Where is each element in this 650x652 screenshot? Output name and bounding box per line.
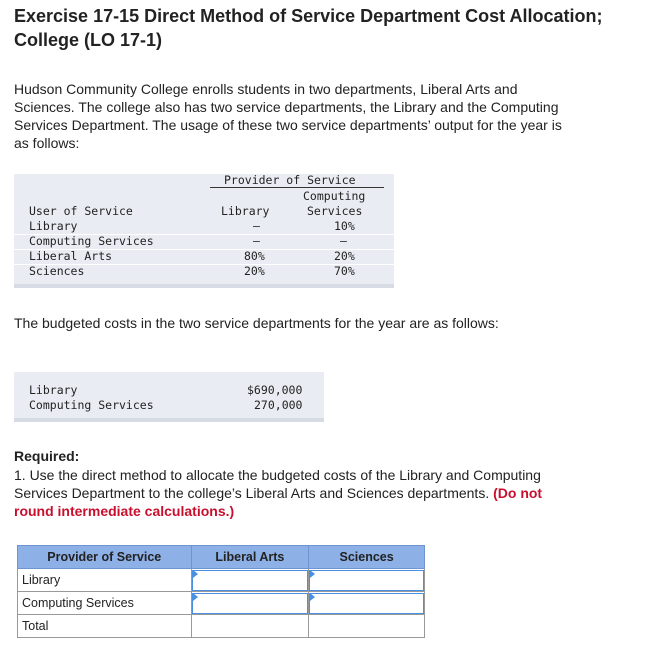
computing-liberal-arts-input[interactable] (192, 593, 309, 614)
column-header-library: Library (221, 204, 270, 218)
user-liberal-arts: Liberal Arts (29, 249, 113, 263)
budget-label-library: Library (29, 383, 78, 397)
input-flag-icon (310, 570, 315, 578)
computing-liberal-arts-cell (191, 592, 309, 615)
answer-row-total (18, 615, 425, 638)
value-liberal-arts-library: 80% (244, 249, 265, 263)
user-library: Library (29, 219, 78, 233)
user-sciences: Sciences (29, 264, 85, 278)
budget-intro: The budgeted costs in the two service departments for the year are as follows: (14, 315, 499, 331)
answer-header-row (18, 546, 425, 569)
computing-sciences-input[interactable] (309, 593, 424, 614)
title-line-1: Exercise 17-15 Direct Method of Service Department Cost Allocation; (14, 6, 603, 26)
exercise-title (14, 4, 644, 52)
required-line-1: 1. Use the direct method to allocate the budgeted costs of the Library and Computing (14, 467, 541, 483)
required-line-2 (14, 484, 639, 502)
value-sciences-library: 20% (244, 264, 265, 278)
required-instructions (14, 466, 639, 520)
library-sciences-cell (309, 569, 425, 592)
user-computing-services: Computing Services (29, 234, 154, 248)
budget-label-computing: Computing Services (29, 398, 154, 412)
intro-line-4: as follows: (14, 135, 80, 151)
required-line-2-text: Services Department to the college’s Liberal Arts and Sciences departments. (14, 485, 490, 501)
value-library-library: – (253, 219, 260, 233)
library-sciences-input[interactable] (309, 570, 424, 591)
row-label-total: Total (18, 615, 192, 638)
row-label-computing-services: Computing Services (18, 592, 192, 615)
header-liberal-arts: Liberal Arts (191, 546, 309, 569)
intro-line-3: Services Department. The usage of these two service departments’ output for the year is (14, 117, 562, 133)
value-computing-computing: – (340, 234, 347, 248)
value-sciences-computing: 70% (334, 264, 355, 278)
total-sciences (309, 615, 425, 638)
row-header: User of Service (29, 204, 133, 218)
budget-table (14, 372, 324, 424)
budget-table-bottom-bar (14, 418, 324, 422)
usage-table (14, 174, 394, 290)
required-heading: Required: (14, 448, 80, 464)
rounding-note-part-1: (Do not (493, 485, 543, 501)
value-library-computing: 10% (334, 219, 355, 233)
input-flag-icon (193, 593, 198, 601)
title-line-2: College (LO 17-1) (14, 30, 163, 50)
library-liberal-arts-cell (191, 569, 309, 592)
budget-amount-computing: 270,000 (254, 398, 303, 412)
intro-line-1: Hudson Community College enrolls students in two departments, Liberal Arts and (14, 81, 518, 97)
column-header-computing-line-1: Computing (303, 189, 366, 203)
row-label-library: Library (18, 569, 192, 592)
answer-row-library (18, 569, 425, 592)
header-provider-of-service: Provider of Service (18, 546, 192, 569)
library-liberal-arts-input[interactable] (192, 570, 309, 591)
value-liberal-arts-computing: 20% (334, 249, 355, 263)
total-liberal-arts (191, 615, 309, 638)
budget-amount-library: $690,000 (247, 383, 303, 397)
input-flag-icon (310, 593, 315, 601)
input-flag-icon (193, 570, 198, 578)
value-computing-library: – (253, 234, 260, 248)
rounding-note-part-2: round intermediate calculations.) (14, 503, 235, 519)
header-sciences: Sciences (309, 546, 425, 569)
answer-row-computing-services (18, 592, 425, 615)
usage-table-bottom-bar (14, 284, 394, 288)
computing-sciences-cell (309, 592, 425, 615)
intro-paragraph (14, 80, 639, 152)
intro-line-2: Sciences. The college also has two service departments, the Library and the Computing (14, 99, 559, 115)
answer-table (17, 545, 425, 638)
group-header: Provider of Service (224, 173, 356, 187)
column-header-computing-line-2: Services (307, 204, 363, 218)
